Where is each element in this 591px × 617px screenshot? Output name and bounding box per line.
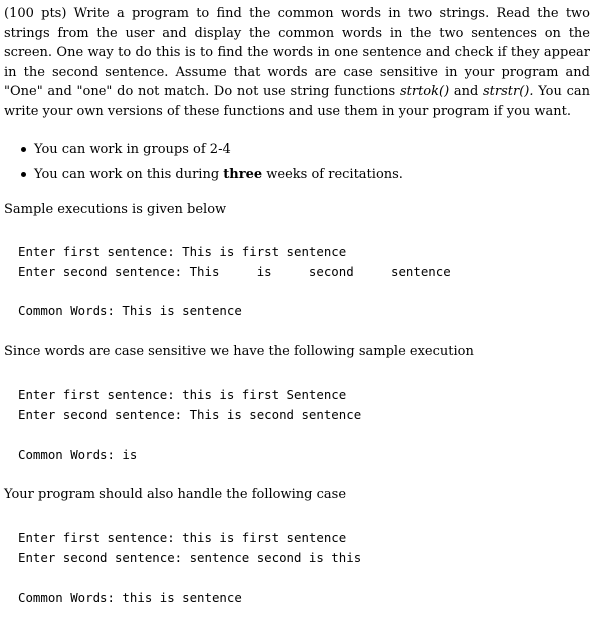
example-1-input-line-1: Enter first sentence: This is first sentence: [18, 244, 347, 259]
example-2-output: Common Words: is: [18, 447, 138, 462]
bullet-text-after: weeks of recitations.: [262, 166, 403, 182]
example-1-output: Common Words: This is sentence: [18, 303, 242, 318]
intro-and: and: [449, 84, 484, 99]
example-2-input-line-2: Enter second sentence: This is second sentence: [18, 407, 362, 422]
bullet-text-bold: three: [223, 166, 263, 182]
handle-case-label: Your program should also handle the following case: [4, 487, 347, 502]
bullet-list: [20, 138, 403, 187]
example-2-input-line-1: Enter first sentence: this is first Sentence: [18, 387, 347, 402]
bullet-item-groups: [20, 138, 403, 163]
example-3-input-line-2: Enter second sentence: sentence second is this: [18, 550, 362, 565]
intro-text-2: You can write your own versions of these functions and use them in your program if you want.: [4, 84, 590, 119]
example-1-input-line-2: Enter second sentence: This is second sentence: [18, 264, 451, 279]
bullet-text: You can work in groups of 2-4: [34, 142, 231, 157]
bullet-item-weeks: [20, 163, 403, 188]
example-3-input-line-1: Enter first sentence: this is first sentence: [18, 530, 347, 545]
example-3-output: Common Words: this is sentence: [18, 590, 242, 605]
bullet-icon: [21, 147, 26, 152]
case-sensitive-label: Since words are case sensitive we have the following sample execution: [4, 344, 474, 359]
intro-text-1: (100 pts) Write a program to find the common words in two strings. Read the two strings from the user and display the common words in the two sentences on the screen. One way to do this is to find the words in one sentence and check if they appear in the second sentence. Assume that words are case sensitive in your program and "One" and "one" do not match. Do not use string functions: [4, 6, 590, 99]
bullet-text-before: You can work on this during: [34, 166, 224, 182]
function-name-strtok: strtok(): [399, 84, 450, 99]
sample-executions-label: Sample executions is given below: [4, 202, 227, 217]
bullet-icon: [21, 172, 26, 177]
problem-statement: [4, 4, 590, 121]
function-name-strstr: strstr().: [483, 84, 534, 99]
